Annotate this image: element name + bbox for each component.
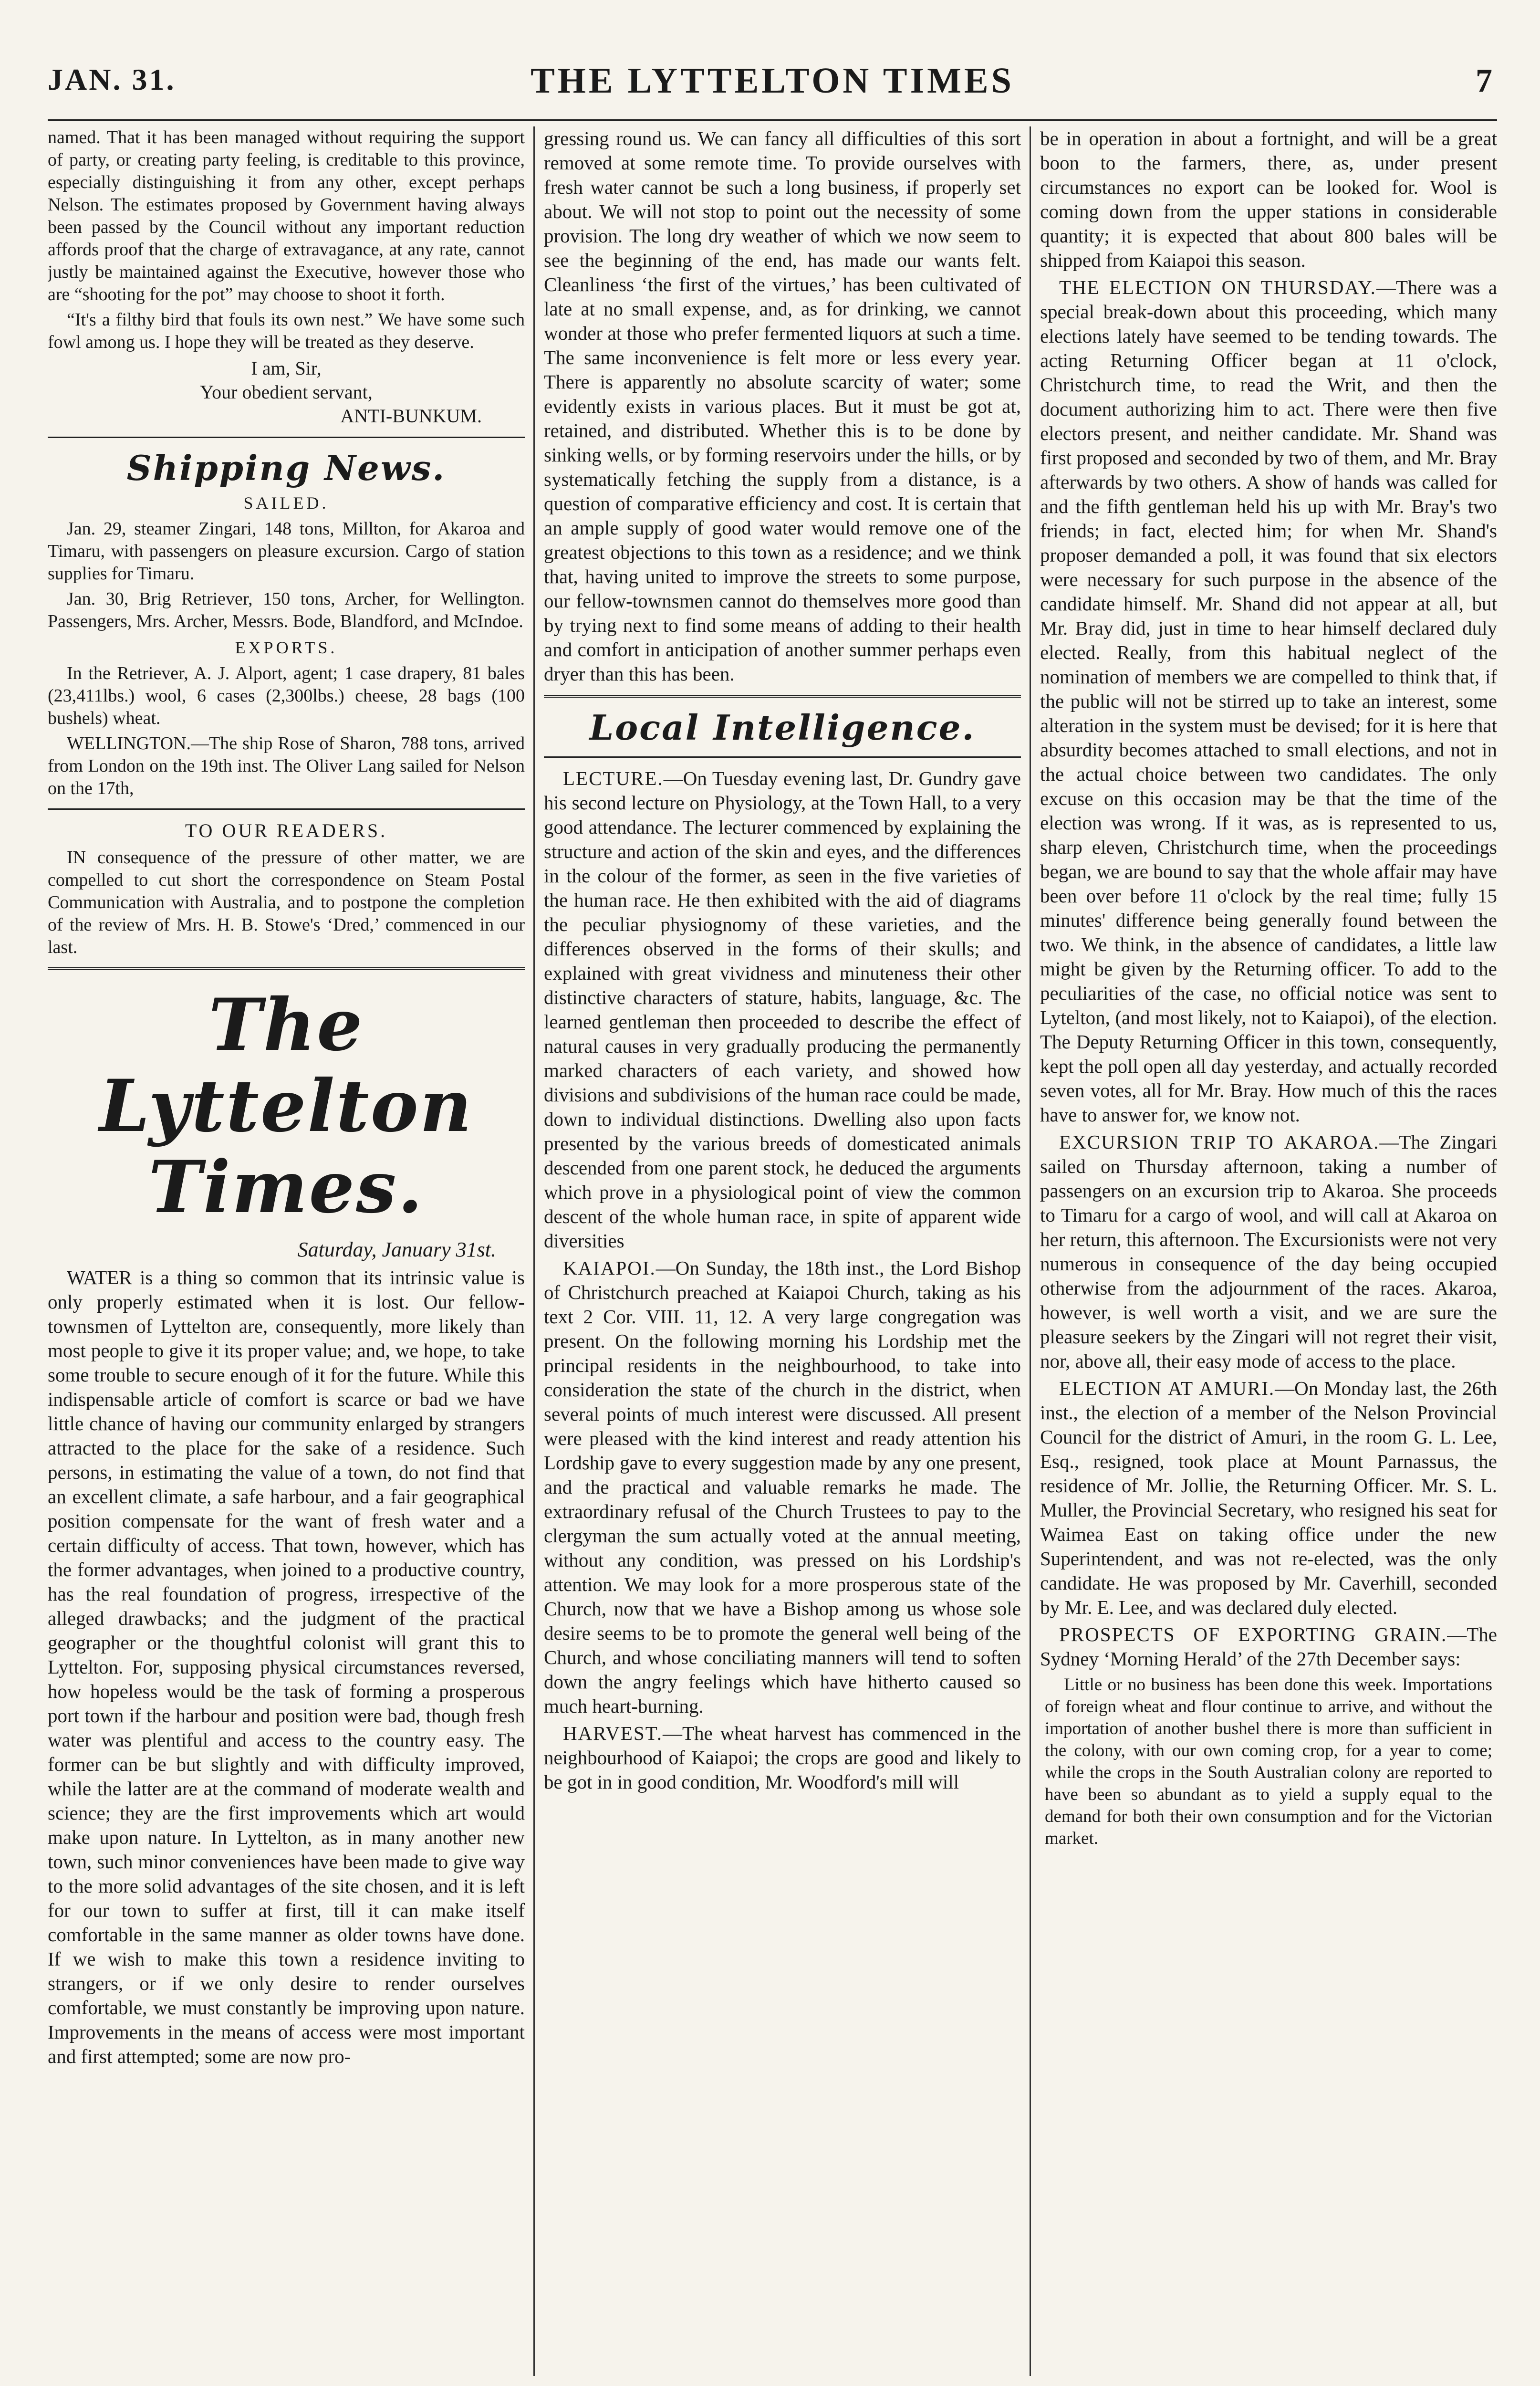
item-lead: HARVEST. (563, 1722, 663, 1744)
item-lead: THE ELECTION ON THURSDAY. (1059, 276, 1376, 298)
letter-signature: ANTI-BUNKUM. (340, 405, 482, 427)
letter-paragraph: “It's a filthy bird that fouls its own nest.” We have some such fowl among us. I hope they will be treated as they deserve. (48, 310, 525, 352)
item-text: —The Sydney ‘Morning Herald’ of the 27th December says: (1040, 1623, 1497, 1670)
item-lead: KAIAPOI. (563, 1257, 656, 1279)
shipping-entry: In the Retriever, A. J. Alport, agent; 1 case drapery, 81 bales (23,411lbs.) wool, 6 cases (2,300lbs.) cheese, 28 bags (100 bushels) wheat. (48, 663, 525, 728)
editorial-paragraph: WATER is a thing so common that its intrinsic value is only properly estimated when it is lost. Our fellow-townsmen of Lyttelton are, consequently, more likely than most people to give it its proper value; and, we hope, to take some trouble to secure enough of it for the future. While this indispensable article of comfort is scarce or bad we have little chance of having our community enlarged by strangers attracted to the place for the sake of a residence. Such persons, in estimating the value of a town, do not find that an excellent climate, a safe harbour, and a fair geographical position compensate for the want of fresh water and a certain difficulty of access. That town, however, which has the former advantages, when joined to a productive country, has the real foundation of progress, irrespective of the alleged drawbacks; and the judgment of the practical geographer or the thoughtful colonist will grant this to Lyttelton. For, supposing physical circumstances reversed, how hopeless would be the task of forming a prosperous port town if the harbour and position were bad, though fresh water was plentiful and access to the country easy. The former can be but slightly and with difficulty improved, while the latter are at the command of moderate wealth and science; they are the first improvements which art would make upon nature. In Lyttelton, as in many another new town, such minor conveniences have been made to give way to the more solid advantages of the site chosen, and it is left for our town to suffer at first, till it can make itself comfortable in the same manner as older towns have done. If we wish to make this town a residence inviting to strangers, or if we only desire to render ourselves comfortable, we must constantly be improving upon nature. Improvements in the means of access were most important and first attempted; some are now pro- (48, 1266, 525, 2067)
shipping-news-heading: Shipping News. (126, 448, 446, 488)
divider (48, 437, 525, 438)
columns (48, 126, 1497, 2376)
column-3 (1040, 126, 1497, 2376)
divider (544, 756, 1021, 758)
harvest-item (544, 1721, 1021, 1794)
column-divider (1030, 126, 1031, 2376)
page-header (48, 57, 1497, 121)
issue-date: JAN. 31. (48, 63, 176, 96)
grain-item (1040, 1622, 1497, 1671)
to-our-readers-text: IN consequence of the pressure of other matter, we are compelled to cut short the correspondence on Steam Postal Communication with Australia, and to postpone the completion of the review of Mrs. H. B. Stowe's ‘Dred,’ commenced in our last. (48, 848, 525, 957)
letter-signoff: Your obedient servant, (200, 381, 373, 403)
letter-signoff: I am, Sir, (251, 357, 322, 379)
item-lead: ELECTION AT AMURI. (1059, 1377, 1275, 1399)
item-text: —The Zingari sailed on Thursday afternoon, taking a number of passengers on an excursion trip to Akaroa. She proceeds to Timaru for a cargo of wool, and will call at Akaroa on her return, this afternoon. The Excursionists were not very numerous in consequence of the day being occupied otherwise from the adjournment of the races. Akaroa, however, is well worth a visit, and we are sure the pleasure seekers by the Zingari will not regret their visit, nor, above all, their easy mode of access to the place. (1040, 1131, 1497, 1372)
exports-heading: EXPORTS. (235, 638, 338, 657)
column-2 (544, 126, 1021, 2376)
harvest-continuation: be in operation in about a fortnight, and will be a great boon to the farmers, there, as, under present circumstances no export can be looked for. Wool is coming down from the upper stations in considerable quantity; it is expected that about 800 bales will be shipped from Kaiapoi this season. (1040, 127, 1497, 271)
divider (48, 967, 525, 970)
lecture-item (544, 766, 1021, 1253)
shipping-entry: Jan. 30, Brig Retriever, 150 tons, Archer, for Wellington. Passengers, Mrs. Archer, Messrs. Bode, Blandford, and McIndoe. (48, 589, 525, 631)
divider (544, 695, 1021, 698)
election-item (1040, 275, 1497, 1127)
kaiapoi-item (544, 1256, 1021, 1718)
item-text: —There was a special break-down about this proceeding, which many elections lately have seemed to be tending towards. The acting Returning Officer began at 11 o'clock, Christchurch time, to read the Writ, and then the document authorizing him to act. There were then five electors present, and neither candidate. Mr. Shand was first proposed and seconded by two of them, and Mr. Bray afterwards by two others. A show of hands was called for and the fifth gentleman held his up with Mr. Bray's two friends; in fact, elected him; for when Mr. Shand's proposer demanded a poll, it was found that six electors were necessary for such purpose in the absence of the candidate himself. Mr. Shand did not appear at all, but Mr. Bray did, just in time to hear himself declared duly elected. Really, from this habitual neglect of the nomination of members we are compelled to think that, if the public will not be stirred up to take an interest, some alteration in the system must be devised; for it is here that absurdity becomes attached to small elections, and not in the actual choice between two candidates. The only excuse on this occasion may be that the time of the election was wrong. If it was, as is represented to us, sharp eleven, Christchurch time, when the proceedings began, we are bound to say that the whole affair may have been over before 11 o'clock by the real time; fully 15 minutes' difference being generally found between the two. We think, in the absence of candidates, a little law might be given by the Returning officer. To add to the peculiarities of the case, no official notice was sent to Lytelton, (and most likely, not to Kaiapoi), of the election. The Deputy Returning Officer in this town, consequently, kept the poll open all day yesterday, and actually recorded seven votes, all for Mr. Bray. How much of this the races have to answer for, we know not. (1040, 276, 1497, 1126)
shipping-entry: WELLINGTON.—The ship Rose of Sharon, 788 tons, arrived from London on the 19th inst. The Oliver Lang sailed for Nelson on the 17th, (48, 733, 525, 798)
letter-paragraph: named. That it has been managed without requiring the support of party, or creating party feeling, is creditable to this province, especially distinguishing it from any other, except perhaps Nelson. The estimates proposed by Government having always been passed by the Council without any important reduction affords proof that the charge of extravagance, at any rate, cannot justly be maintained against the Executive, however those who are “shooting for the pot” may choose to shoot it forth. (48, 127, 525, 304)
shipping-entry: Jan. 29, steamer Zingari, 148 tons, Millton, for Akaroa and Timaru, with passengers on pleasure excursion. Cargo of station supplies for Timaru. (48, 519, 525, 584)
to-our-readers-heading: TO OUR READERS. (185, 820, 388, 841)
editorial-continuation: gressing round us. We can fancy all difficulties of this sort removed at some remote time. To provide ourselves with fresh water cannot be such a long business, if properly set about. We will not stop to point out the necessity of some provision. The long dry weather of which we now seem to see the beginning of the end, has made our wants felt. Cleanliness ‘the first of the virtues,’ has been cultivated of late at no small expense, and, as for drinking, we cannot wonder at those who prefer fermented liquors at such a time. The same inconvenience is felt more or less every year. There is apparently no absolute scarcity of water; some evidently exists in various places. But it must be got at, retained, and distributed. Whether this is to be done by sinking wells, or by forming reservoirs under the hills, or by systematically fetching the supply from a distance, is a question of comparative efficiency and cost. It is certain that an ample supply of good water would remove one of the greatest objections to this town as a residence; and we think that, having united to improve the streets to some purpose, our fellow-townsmen cannot do themselves more good than by trying next to find some means of adding to their health and comfort in anticipation of another summer perhaps even dryer than this has been. (544, 127, 1021, 685)
sailed-heading: SAILED. (243, 493, 329, 513)
divider (48, 808, 525, 810)
local-intelligence-heading: Local Intelligence. (589, 707, 976, 748)
item-lead: PROSPECTS OF EXPORTING GRAIN. (1059, 1623, 1447, 1645)
quote-text: Little or no business has been done this week. Importations of foreign wheat and flour continue to arrive, and without the importation of another bushel there is more than sufficient in the colony, with our own coming crop, for a year to come; while the crops in the South Australian colony are reported to have been so abundant as to yield a supply equal to the demand for both their own consumption and for the Victorian market. (1045, 1675, 1492, 1848)
grain-quote (1040, 1674, 1497, 1850)
amuri-item (1040, 1376, 1497, 1620)
item-text: —The wheat harvest has commenced in the neighbourhood of Kaiapoi; the crops are good and likely to be got in in good condition, Mr. Woodford's mill will (544, 1722, 1021, 1793)
excursion-item (1040, 1130, 1497, 1373)
item-text: —On Monday last, the 26th inst., the election of a member of the Nelson Provincial Council for the district of Amuri, in the room G. L. Lee, Esq., resigned, took place at Mount Parnassus, the residence of Mr. Jollie, the Returning Officer. Mr. S. L. Muller, the Provincial Secretary, who resigned his seat for Waimea East on taking office under the new Superintendent, and was not re-elected, was the only candidate. He was proposed by Mr. Caverhill, seconded by Mr. E. Lee, and was declared duly elected. (1040, 1377, 1497, 1618)
page-number: 7 (1476, 63, 1492, 99)
editorial-dateline: Saturday, January 31st. (297, 1238, 496, 1261)
item-text: —On Tuesday evening last, Dr. Gundry gave his second lecture on Physiology, at the Town Hall, to a very good attendance. The lecturer commenced by explaining the structure and action of the skin and eyes, and the differences in the colour of the former, as seen in the five varieties of the human race. He then exhibited with the aid of diagrams the peculiar physiognomy of these varieties, and the differences observed in the forms of their skulls; and explained with great vividness and minuteness their other distinctive characters of stature, habits, language, &c. The learned gentleman then proceeded to describe the effect of natural causes in very gradually producing the permanently marked characters of each variety, and showed how divisions and subdivisions of the human race could be made, down to individual distinctions. Dwelling also upon facts presented by the various breeds of domesticated animals descended from one parent stock, he deduced the arguments which prove in a physiological point of view the common descent of the whole human race, in spite of apparent wide diversities (544, 767, 1021, 1252)
editorial-masthead: The Lyttelton Times. (99, 983, 473, 1229)
item-lead: LECTURE. (563, 767, 664, 789)
item-text: —On Sunday, the 18th inst., the Lord Bishop of Christchurch preached at Kaiapoi Church, taking as his text 2 Cor. VIII. 11, 12. A very large congregation was present. On the following morning his Lordship met the principal residents in the neighbourhood, to take into consideration the state of the church in the district, when several points of much interest were discussed. All present were pleased with the kind interest and ready attention his Lordship gave to every suggestion made by any one present, and the practical and valuable remarks he made. The extraordinary refusal of the Church Trustees to pay to the clergyman the sum actually voted at the annual meeting, without any condition, was pressed on his Lordship's attention. We may look for a more prosperous state of the Church, now that we have a Bishop among us whose sole desire seems to be to promote the general well being of the Church, and whose conciliating manners will tend to soften down the angry feelings which have hitherto caused so much heart-burning. (544, 1257, 1021, 1717)
column-divider (533, 126, 535, 2376)
paper-name: THE LYTTELTON TIMES (531, 61, 1014, 101)
letter-to-editor (48, 126, 525, 354)
item-lead: EXCURSION TRIP TO AKAROA. (1059, 1131, 1380, 1153)
column-1 (48, 126, 525, 2376)
